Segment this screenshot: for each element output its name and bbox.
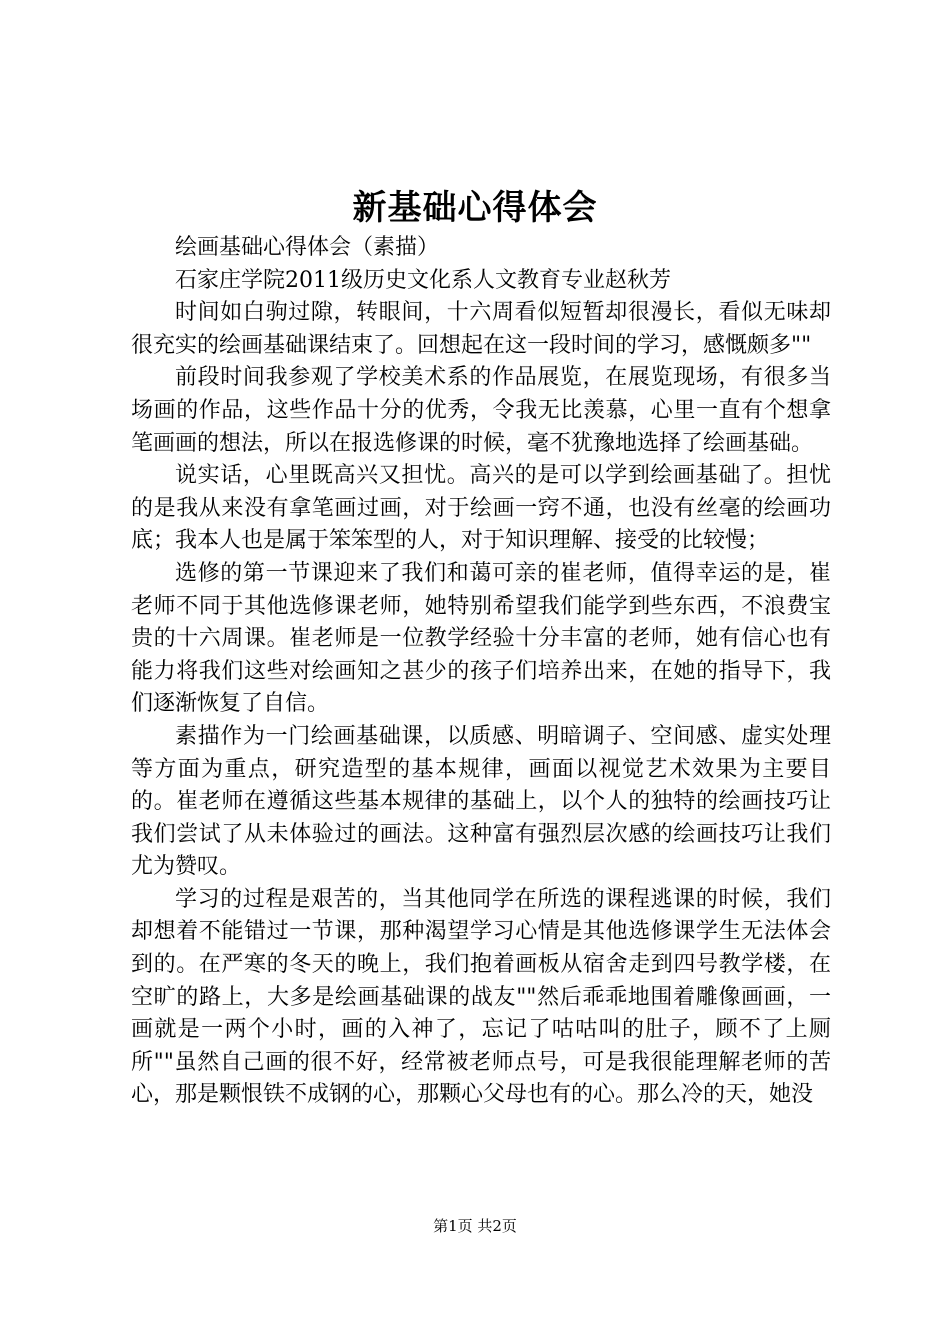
paragraph: 选修的第一节课迎来了我们和蔼可亲的崔老师，值得幸运的是，崔老师不同于其他选修课老师，她特别希望我们能学到些东西，不浪费宝贵的十六周课。崔老师是一位教学经验十分丰富的老师，她有信心也有能力将我们这些对绘画知之甚少的孩子们培养出来，在她的指导下，我们逐渐恢复了自信。 bbox=[131, 560, 831, 717]
page-footer: 第1页 共2页 bbox=[433, 1217, 517, 1235]
paragraph-author: 石家庄学院2011级历史文化系人文教育专业赵秋芳 bbox=[175, 267, 671, 293]
document-body bbox=[131, 232, 831, 1112]
paragraph-subtitle: 绘画基础心得体会（素描） bbox=[175, 235, 440, 260]
paragraph: 时间如白驹过隙，转眼间，十六周看似短暂却很漫长，看似无味却很充实的绘画基础课结束了。回想起在这一段时间的学习，感慨颇多"" bbox=[131, 300, 831, 358]
document-title: 新基础心得体会 bbox=[352, 188, 598, 228]
paragraph: 说实话，心里既高兴又担忧。高兴的是可以学到绘画基础了。担忧的是我从来没有拿笔画过画，对于绘画一窍不通，也没有丝毫的绘画功底；我本人也是属于笨笨型的人，对于知识理解、接受的比较慢； bbox=[131, 463, 831, 554]
paragraph: 素描作为一门绘画基础课，以质感、明暗调子、空间感、虚实处理等方面为重点，研究造型的基本规律，画面以视觉艺术效果为主要目的。崔老师在遵循这些基本规律的基础上，以个人的独特的绘画技巧让我们尝试了从未体验过的画法。这种富有强烈层次感的绘画技巧让我们尤为赞叹。 bbox=[131, 723, 831, 880]
paragraph: 学习的过程是艰苦的，当其他同学在所选的课程逃课的时候，我们却想着不能错过一节课，那种渴望学习心情是其他选修课学生无法体会到的。在严寒的冬天的晚上，我们抱着画板从宿舍走到四号教学楼，在空旷的路上，大多是绘画基础课的战友""然后乖乖地围着雕像画画，一画就是一两个小时，画的入神了，忘记了咕咕叫的肚子，顾不了上厕所""虽然自己画的很不好，经常被老师点号，可是我很能理解老师的苦心，那是颗恨铁不成钢的心，那颗心父母也有的心。那么冷的天，她没 bbox=[131, 886, 831, 1108]
paragraph: 前段时间我参观了学校美术系的作品展览，在展览现场，有很多当场画的作品，这些作品十分的优秀，令我无比羡慕，心里一直有个想拿笔画画的想法，所以在报选修课的时候，毫不犹豫地选择了绘画基础。 bbox=[131, 365, 831, 456]
